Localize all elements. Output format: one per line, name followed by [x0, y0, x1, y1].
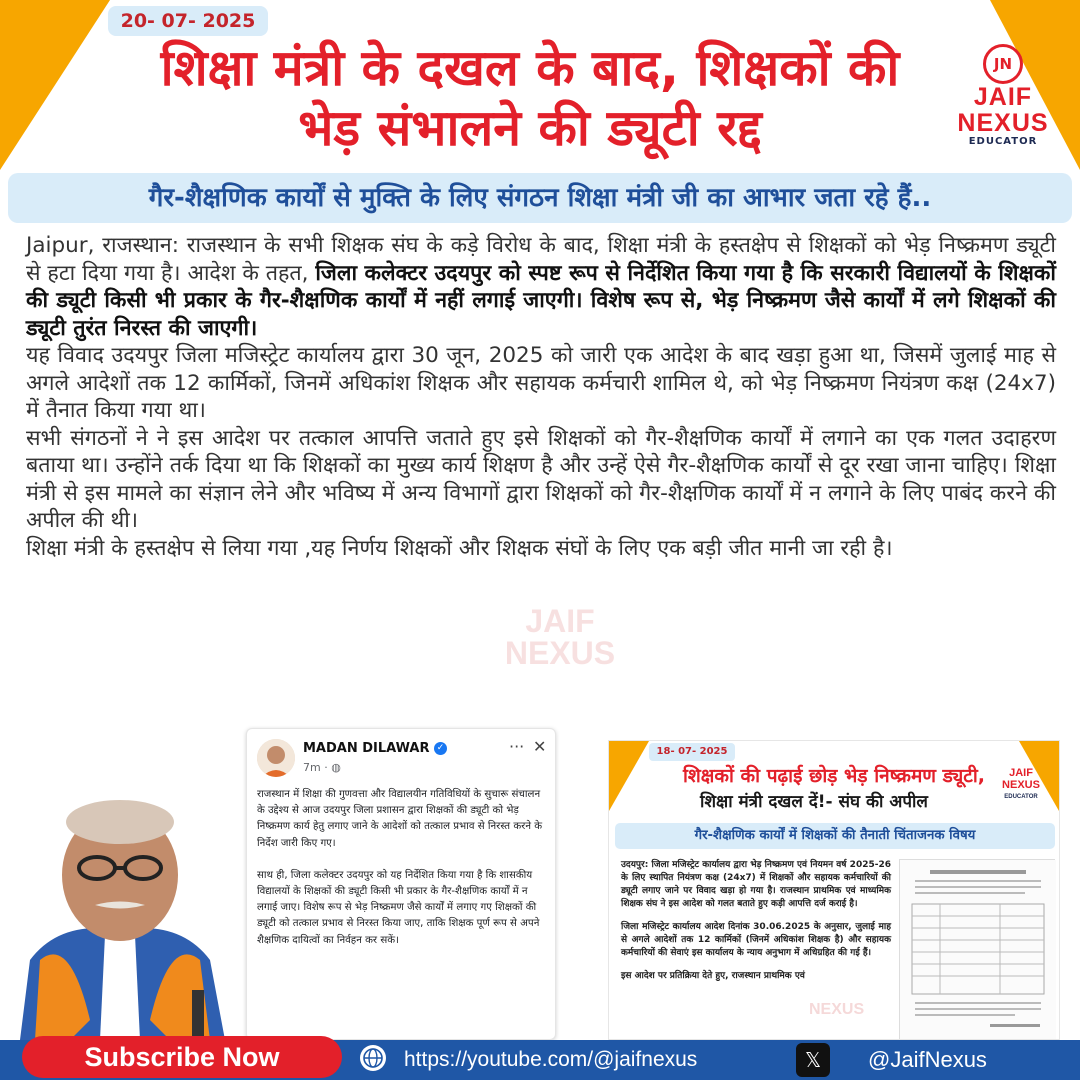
headline-line-2: भेड़ संभालने की ड्यूटी रद्द: [298, 99, 762, 157]
minister-photo: [0, 760, 240, 1040]
post-author-name: MADAN DILAWAR: [303, 741, 430, 756]
subtitle-banner: गैर-शैक्षणिक कार्यों से मुक्ति के लिए संगठन शिक्षा मंत्री जी का आभार जता रहे हैं..: [8, 173, 1072, 223]
scanned-order-document: [899, 859, 1055, 1040]
headline-line-1: शिक्षा मंत्री के दखल के बाद, शिक्षकों की: [160, 39, 900, 97]
social-handle[interactable]: @JaifNexus: [868, 1047, 987, 1072]
news-subtitle: गैर-शैक्षणिक कार्यों में शिक्षकों की तैनाती चिंताजनक विषय: [615, 823, 1055, 849]
article-paragraph-1: [26, 232, 1056, 342]
headline: [100, 38, 960, 158]
jaif-nexus-logo: [948, 44, 1058, 164]
news-paragraph-2: जिला मजिस्ट्रेट कार्यालय आदेश दिनांक 30.06.2025 के अनुसार, जुलाई माह से अगले आदेशों तक 12 कार्मिकों (जिनमें अधिकांश शिक्षक है) और सहायक कर्मचारियों की सेवाएं इस कार्यालय के न्याय अनुभाग में अधिग्रहित की गई हैं।: [621, 922, 891, 958]
news-logo: [993, 767, 1049, 803]
globe-icon: [360, 1045, 386, 1071]
previous-news-card: [608, 740, 1060, 1040]
subscribe-button[interactable]: Subscribe Now: [22, 1036, 342, 1078]
article-p1-bold: जिला कलेक्टर उदयपुर को स्पष्ट रूप से निर्देशित किया गया है कि सरकारी विद्यालयों के शिक्षकों की ड्यूटी किसी भी प्रकार के गैर-शैक्षणिक कार्यों में नहीं लगाई जाएगी। विशेष रूप से, भेड़ निष्क्रमण जैसे कार्यों में लगे शिक्षकों की ड्यूटी तुरंत निरस्त की जाएगी।: [26, 260, 1056, 341]
youtube-link[interactable]: https://youtube.com/@jaifnexus: [404, 1048, 698, 1071]
post-body: [257, 787, 549, 965]
article-body: [26, 232, 1056, 562]
facebook-post-card: [246, 728, 556, 1040]
watermark-line-2: NEXUS: [504, 635, 616, 671]
more-options-icon[interactable]: ···: [509, 737, 525, 756]
logo-mark-icon: JN: [983, 44, 1023, 84]
article-paragraph-3: सभी संगठनों ने ने इस आदेश पर तत्काल आपत्ति जताते हुए इसे शिक्षकों को गैर-शैक्षणिक कार्यों में लगाने का एक गलत उदाहरण बताया था। उन्होंने तर्क दिया था कि शिक्षकों का मुख्य कार्य शिक्षण है और उन्हें ऐसे गैर-शैक्षणिक कार्यों से दूर रखा जाना चाहिए। शिक्षा मंत्री से इस मामले का संज्ञान लेने और भविष्य में अन्य विभागों द्वारा शिक्षकों को गैर-शैक्षणिक कार्यों में न लगाने के लिए पाबंद करने की अपील की थी।: [26, 425, 1056, 533]
post-paragraph-1: राजस्थान में शिक्षा की गुणवत्ता और विद्यालयीन गतिविधियों के सुचारू संचालन के उद्देश्य से आज उदयपुर जिला प्रशासन द्वारा शिक्षकों की ड्यूटी को भेड़ निष्क्रमण कार्य हेतु लगाए जाने के आदेशों को तत्काल प्रभाव से निरस्त करने के निर्देश जारी किए गए।: [257, 789, 543, 849]
x-logo-icon[interactable]: 𝕏: [796, 1043, 830, 1077]
logo-text-educator: EDUCATOR: [968, 136, 1038, 147]
news-logo-jaif: JAIF: [1009, 767, 1033, 779]
post-time-text: 7m ·: [303, 761, 332, 774]
article-paragraph-2: यह विवाद उदयपुर जिला मजिस्ट्रेट कार्यालय द्वारा 30 जून, 2025 को जारी एक आदेश के बाद खड़ा हुआ था, जिसमें जुलाई माह से अगले आदेशों तक 12 कार्मिकों, जिनमें अधिकांश शिक्षक और सहायक कर्मचारी शामिल थे, को भेड़ निष्क्रमण नियंत्रण कक्ष (24x7) में तैनात किया गया था।: [26, 343, 1056, 423]
news-date-badge: 18- 07- 2025: [649, 743, 735, 761]
news-headline-line-2: शिक्षा मंत्री दखल दें!- संघ की अपील: [700, 792, 928, 812]
verified-badge-icon: ✓: [434, 742, 447, 755]
news-paragraph-3: इस आदेश पर प्रतिक्रिया देते हुए, राजस्थान प्राथमिक एवं: [621, 971, 805, 981]
globe-small-icon: ◍: [331, 761, 341, 774]
post-time: [303, 761, 341, 774]
news-paragraph-1: उदयपुर: जिला मजिस्ट्रेट कार्यालय द्वारा भेड़ निष्क्रमण एवं नियमन वर्ष 2025-26 के लिए स्थापित नियंत्रण कक्ष (24x7) में शिक्षकों और सहायक कर्मचारियों की ड्यूटी लगाए जाने पर विवाद खड़ा हो गया है। राजस्थान प्राथमिक एवं माध्यमिक शिक्षक संघ ने इस आदेश को गलत बताते हुए कड़ी आपत्ति दर्ज कराई है।: [621, 860, 891, 909]
close-icon[interactable]: ✕: [533, 737, 547, 756]
corner-decoration-left: [0, 0, 110, 170]
watermark-line-1: JAIF: [525, 603, 595, 639]
avatar: [257, 739, 295, 777]
news-logo-nexus: NEXUS: [1002, 779, 1040, 791]
news-headline-line-1: शिक्षकों की पढ़ाई छोड़ भेड़ निष्क्रमण ड्यूटी,: [682, 765, 986, 787]
news-body: [621, 859, 891, 993]
watermark: [480, 605, 640, 669]
logo-text-jaif: JAIF: [973, 83, 1033, 111]
post-paragraph-2: साथ ही, जिला कलेक्टर उदयपुर को यह निर्देशित किया गया है कि शासकीय विद्यालयों के शिक्षकों की ड्यूटी किसी भी प्रकार के गैर-शैक्षणिक कार्यों में न लगाई जाए। विशेष रूप से भेड़ निष्क्रमण जैसे कार्यों में लगाए गए शिक्षकों की ड्यूटी को तत्काल प्रभाव से निरस्त किया जाए, ताकि शिक्षक पूर्ण रूप से अपने शैक्षणिक दायित्वों का निर्वहन कर सकें।: [257, 869, 540, 946]
logo-text-nexus: NEXUS: [957, 109, 1049, 137]
post-author[interactable]: [303, 741, 447, 756]
news-watermark: NEXUS: [809, 1001, 865, 1018]
date-badge: 20- 07- 2025: [108, 6, 268, 36]
news-logo-educator: EDUCATOR: [1004, 794, 1038, 800]
article-p1-text: Jaipur, राजस्थान: राजस्थान के सभी शिक्षक संघ के कड़े विरोध के बाद, शिक्षा मंत्री के हस्तक्षेप से शिक्षकों को भेड़ निष्क्रमण ड्यूटी से हटा दिया गया है। आदेश के तहत,: [26, 233, 1056, 286]
article-paragraph-4: शिक्षा मंत्री के हस्तक्षेप से लिया गया ,यह निर्णय शिक्षकों और शिक्षक संघों के लिए एक बड़ी जीत मानी जा रही है।: [26, 535, 893, 561]
